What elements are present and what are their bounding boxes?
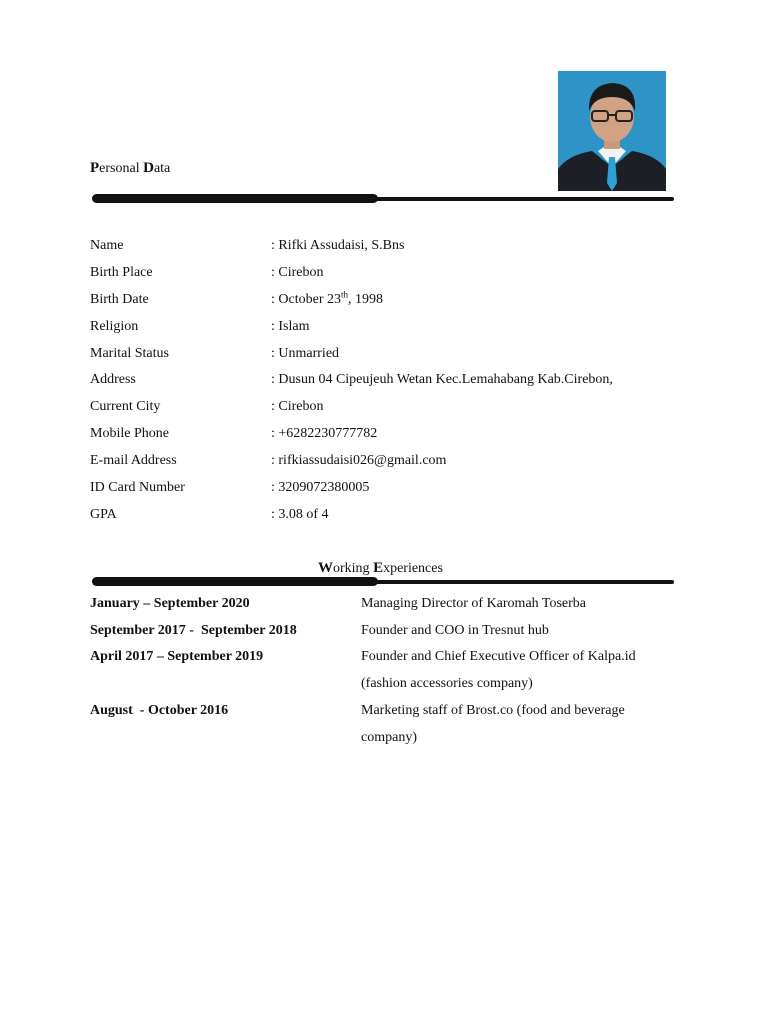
experience-period: September 2017 - September 2018	[90, 623, 297, 638]
field-label-address: Address	[90, 372, 136, 387]
experience-period: April 2017 – September 2019	[90, 649, 264, 664]
personal-data-row	[90, 396, 690, 418]
field-label-email: E-mail Address	[90, 453, 177, 468]
field-value-current-city: : Cirebon	[271, 399, 324, 414]
personal-data-row	[90, 289, 690, 311]
field-label-birth-place: Birth Place	[90, 265, 153, 280]
experience-description: Founder and Chief Executive Officer of Kalpa.id (fashion accessories company)	[361, 649, 636, 691]
personal-data-row	[90, 450, 690, 472]
personal-data-divider	[92, 194, 674, 204]
field-label-religion: Religion	[90, 319, 139, 334]
field-label-id-card: ID Card Number	[90, 480, 185, 495]
experience-period: January – September 2020	[90, 596, 250, 611]
personal-data-row	[90, 504, 690, 526]
field-value-birth-date: : October 23th, 1998	[271, 289, 383, 307]
experience-description: Founder and COO in Tresnut hub	[361, 623, 549, 638]
experience-description: Managing Director of Karomah Toserba	[361, 596, 587, 611]
field-label-birth-date: Birth Date	[90, 292, 149, 307]
field-value-religion: : Islam	[271, 319, 310, 334]
field-label-current-city: Current City	[90, 399, 161, 414]
personal-data-row	[90, 477, 690, 499]
working-experiences-heading: Working Experiences	[318, 560, 443, 576]
field-value-birth-place: : Cirebon	[271, 265, 324, 280]
field-label-mobile-phone: Mobile Phone	[90, 426, 169, 441]
experience-description: Marketing staff of Brost.co (food and beverage company)	[361, 703, 625, 745]
field-value-email: : rifkiassudaisi026@gmail.com	[271, 453, 447, 468]
field-value-gpa: : 3.08 of 4	[271, 507, 329, 522]
personal-data-row	[90, 343, 690, 365]
field-value-mobile-phone: : +6282230777782	[271, 426, 378, 441]
field-value-id-card: : 3209072380005	[271, 480, 370, 495]
personal-data-row	[90, 235, 690, 257]
profile-photo	[558, 71, 666, 191]
personal-data-row	[90, 262, 690, 284]
field-label-marital-status: Marital Status	[90, 346, 169, 361]
personal-data-row	[90, 369, 690, 391]
personal-data-heading: Personal Data	[90, 160, 171, 176]
field-value-marital-status: : Unmarried	[271, 346, 340, 361]
field-value-address: : Dusun 04 Cipeujeuh Wetan Kec.Lemahabang Kab.Cirebon,	[271, 372, 613, 387]
personal-data-row	[90, 423, 690, 445]
field-value-name: : Rifki Assudaisi, S.Bns	[271, 238, 405, 253]
experience-period: August - October 2016	[90, 703, 229, 718]
working-experiences-divider	[92, 577, 674, 587]
personal-data-row	[90, 316, 690, 338]
field-label-name: Name	[90, 238, 124, 253]
field-label-gpa: GPA	[90, 507, 117, 522]
